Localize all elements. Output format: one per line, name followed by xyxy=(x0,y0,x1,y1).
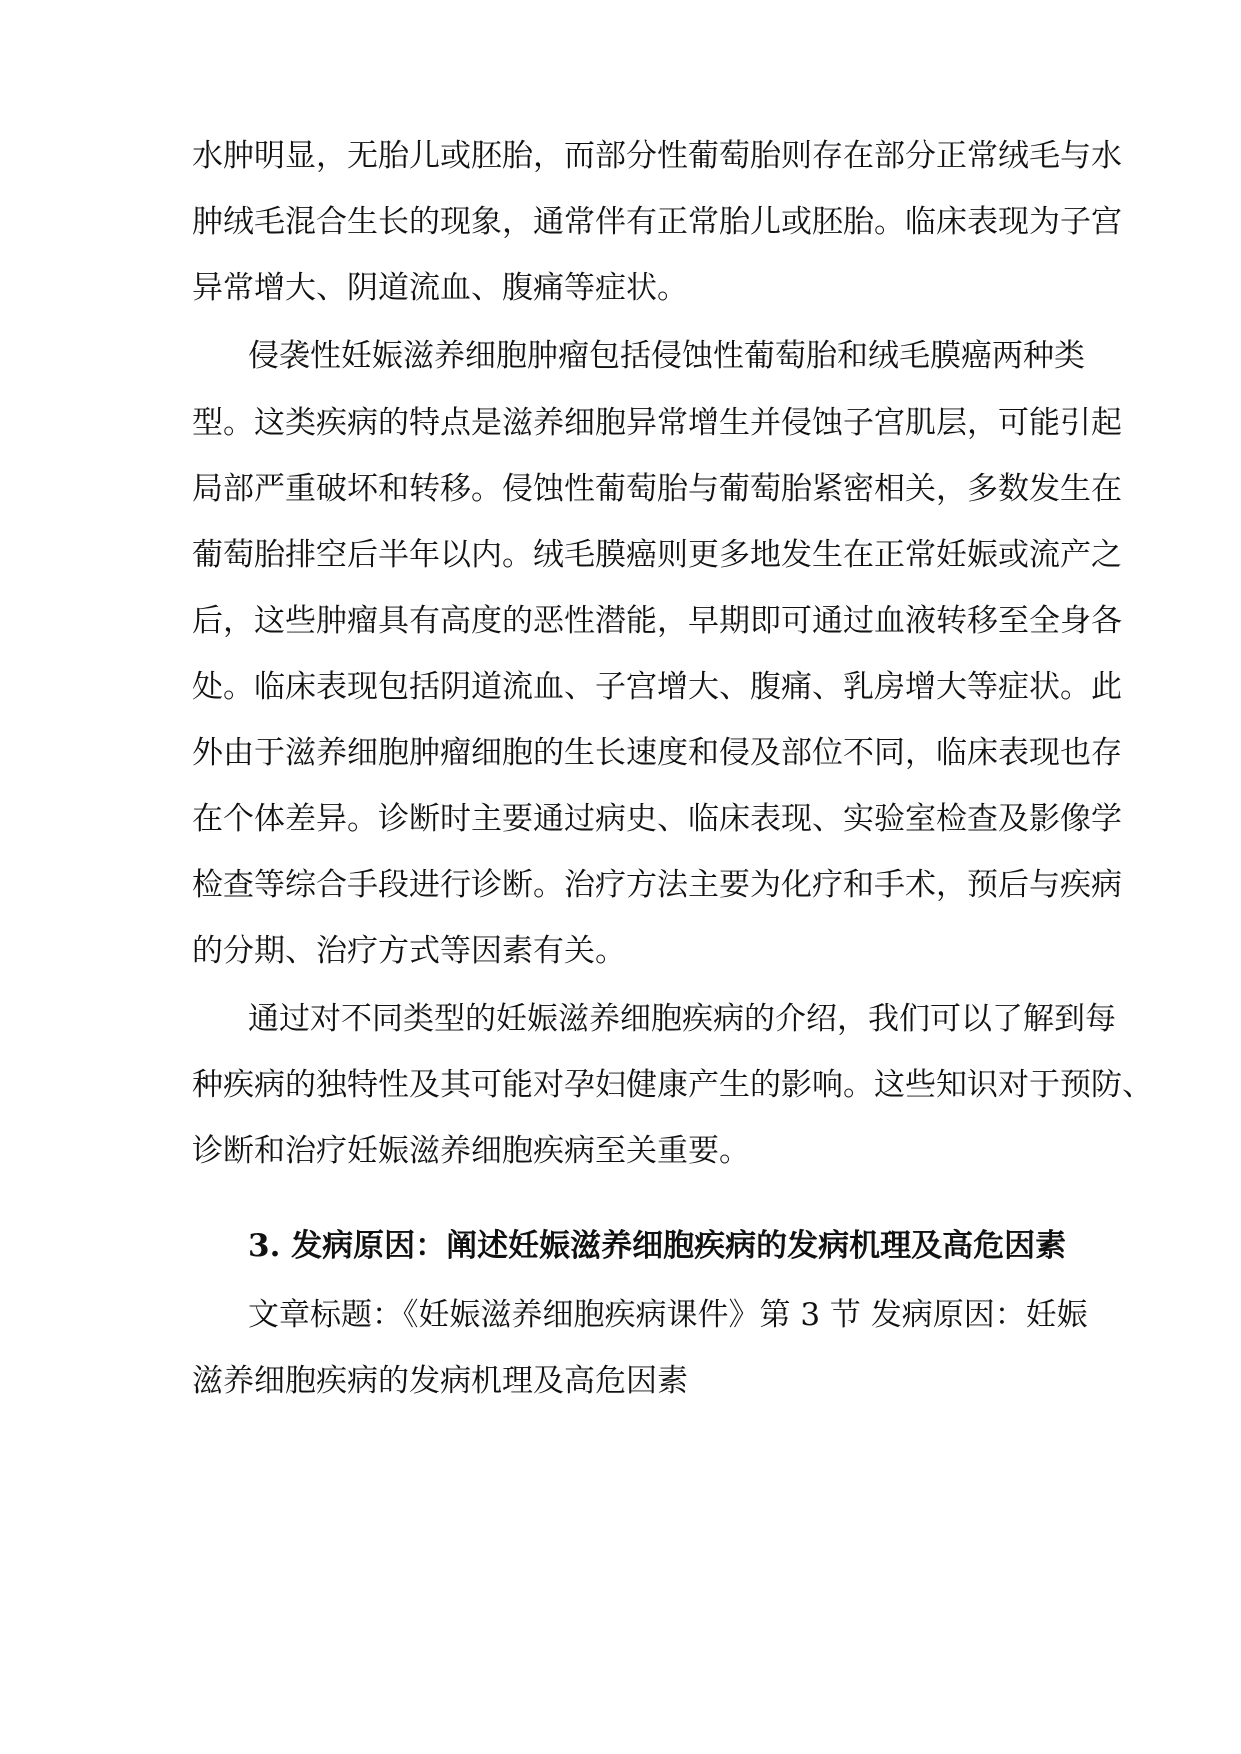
paragraph-2-line-2: 型。这类疾病的特点是滋养细胞异常增生并侵蚀子宫肌层，可能引起 xyxy=(192,405,1122,441)
paragraph-4-line-2: 滋养细胞疾病的发病机理及高危因素 xyxy=(192,1363,688,1399)
paragraph-2-line-7: 外由于滋养细胞肿瘤细胞的生长速度和侵及部位不同，临床表现也存 xyxy=(192,735,1122,771)
paragraph-3-line-3: 诊断和治疗妊娠滋养细胞疾病至关重要。 xyxy=(192,1133,750,1169)
paragraph-2-line-4: 葡萄胎排空后半年以内。绒毛膜癌则更多地发生在正常妊娠或流产之 xyxy=(192,537,1122,573)
paragraph-4-line-1: 文章标题：《妊娠滋养细胞疾病课件》第 3 节 发病原因：妊娠 xyxy=(248,1297,1088,1333)
paragraph-2-line-3: 局部严重破坏和转移。侵蚀性葡萄胎与葡萄胎紧密相关，多数发生在 xyxy=(192,471,1122,507)
section-heading: 3. 发病原因：阐述妊娠滋养细胞疾病的发病机理及高危因素 xyxy=(248,1228,1067,1264)
paragraph-2-line-5: 后，这些肿瘤具有高度的恶性潜能，早期即可通过血液转移至全身各 xyxy=(192,603,1122,639)
paragraph-2-line-6: 处。临床表现包括阴道流血、子宫增大、腹痛、乳房增大等症状。此 xyxy=(192,669,1122,705)
paragraph-2-line-10: 的分期、治疗方式等因素有关。 xyxy=(192,933,626,969)
paragraph-2-line-1: 侵袭性妊娠滋养细胞肿瘤包括侵蚀性葡萄胎和绒毛膜癌两种类 xyxy=(248,338,1085,374)
paragraph-2-line-8: 在个体差异。诊断时主要通过病史、临床表现、实验室检查及影像学 xyxy=(192,801,1122,837)
paragraph-3-line-1: 通过对不同类型的妊娠滋养细胞疾病的介绍，我们可以了解到每 xyxy=(248,1001,1116,1037)
paragraph-2-line-9: 检查等综合手段进行诊断。治疗方法主要为化疗和手术，预后与疾病 xyxy=(192,867,1122,903)
paragraph-1-line-2: 肿绒毛混合生长的现象，通常伴有正常胎儿或胚胎。临床表现为子宫 xyxy=(192,204,1122,240)
paragraph-1-line-3: 异常增大、阴道流血、腹痛等症状。 xyxy=(192,270,688,306)
paragraph-3-line-2: 种疾病的独特性及其可能对孕妇健康产生的影响。这些知识对于预防、 xyxy=(192,1067,1153,1103)
paragraph-1-line-1: 水肿明显，无胎儿或胚胎，而部分性葡萄胎则存在部分正常绒毛与水 xyxy=(192,138,1122,174)
